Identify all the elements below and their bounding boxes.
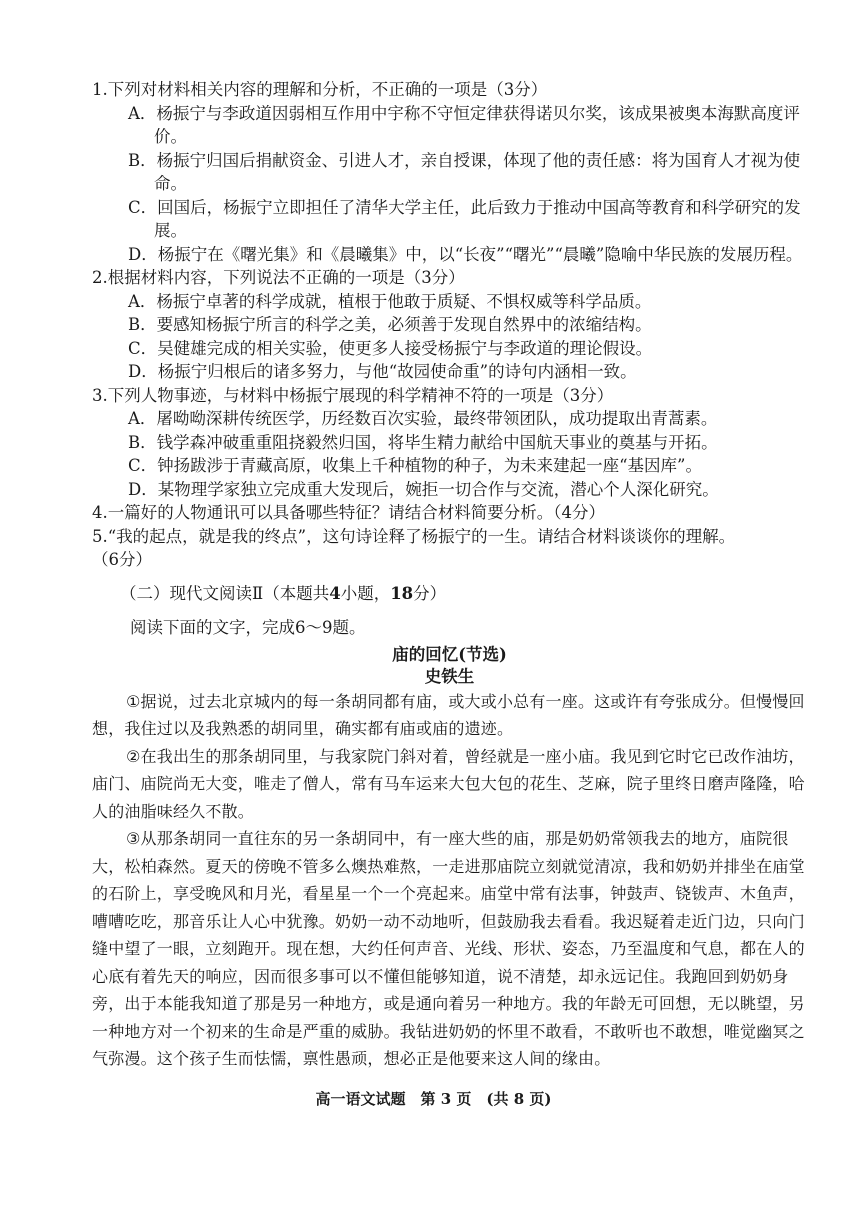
option-b: B．杨振宁归国后捐献资金、引进人才，亲自授课，体现了他的责任感：将为国育人才视为使命。 [128, 150, 801, 193]
option-a: A．杨振宁卓著的科学成就，植根于他敢于质疑、不惧权威等科学品质。 [128, 291, 652, 311]
question-5 [92, 525, 807, 572]
option-b: B．要感知杨振宁所言的科学之美，必须善于发现自然界中的浓缩结构。 [128, 315, 652, 334]
question-stem: 1.下列对材料相关内容的理解和分析，不正确的一项是（3分） [92, 80, 548, 99]
question-stem: 5.“我的起点，就是我的终点”，这句诗诠释了杨振宁的一生。请结合材料谈谈你的理解。 [92, 526, 736, 546]
question-4 [92, 501, 807, 525]
article-paragraph: ③从那条胡同一直往东的另一条胡同中，有一座大些的庙，那是奶奶常领我去的地方，庙院很大，松柏森然。夏天的傍晚不管多么燠热难熬，一走进那庙院立刻就觉清凉，我和奶奶并排坐在庙堂的石阶上，享受晚风和月光，看星星一个一个亮起来。庙堂中常有法事，钟鼓声、铙钹声、木鱼声，嘈嘈吃吃，那音乐让人心中犹豫。奶奶一动不动地听，但鼓励我去看看。我迟疑着走近门边，只向门缝中望了一眼，立刻跑开。现在想，大约任何声音、光线、形状、姿态，乃至温度和气息，都在人的心底有着先天的响应，因而很多事可以不懂但能够知道，说不清楚，却永远记住。我跑回到奶奶身旁，出于本能我知道了那是另一种地方，或是通向着另一种地方。我的年龄无可回想，无以眺望，另一种地方对一个初来的生命是严重的威胁。我钻进奶奶的怀里不敢看，不敢听也不敢想，唯觉幽冥之气弥漫。这个孩子生而怯懦，禀性愚顽，想必正是他要来这人间的缘由。 [92, 829, 805, 1068]
question-1 [92, 78, 807, 266]
question-stem: 3.下列人物事迹，与材料中杨振宁展现的科学精神不符的一项是（3分） [92, 385, 614, 405]
article-paragraph: ①据说，过去北京城内的每一条胡同都有庙，或大或小总有一座。这或许有夸张成分。但慢慢回想，我住过以及我熟悉的胡同里，确实都有庙或庙的遗迹。 [92, 691, 805, 738]
question-stem: 2.根据材料内容，下列说法不正确的一项是（3分） [92, 268, 465, 287]
section-mid: 小题， [340, 583, 391, 603]
article-author: 史铁生 [424, 666, 475, 686]
reading-instruction: 阅读下面的文字，完成6～9题。 [130, 617, 366, 637]
option-d: D．杨振宁归根后的诸多努力，与他“故园使命重”的诗句内涵相一致。 [128, 362, 637, 381]
article-title: 庙的回忆(节选) [392, 644, 507, 664]
question-2 [92, 266, 807, 384]
section-count: 4 [329, 583, 341, 603]
option-d: D．杨振宁在《曙光集》和《晨曦集》中，以“长夜”“曙光”“晨曦”隐喻中华民族的发展历程。 [128, 244, 803, 264]
question-3 [92, 384, 807, 502]
option-d: D．某物理学家独立完成重大发现后，婉拒一切合作与交流，潜心个人深化研究。 [128, 479, 719, 499]
section-heading [120, 582, 807, 606]
option-c: C．吴健雄完成的相关实验，使更多人接受杨振宁与李政道的理论假设。 [128, 338, 653, 358]
question-stem: 4.一篇好的人物通讯可以具备哪些特征？请结合材料简要分析。（4分） [92, 503, 605, 522]
option-a: A．杨振宁与李政道因弱相互作用中宇称不守恒定律获得诺贝尔奖，该成果被奥本海默高度评价。 [128, 103, 800, 146]
option-a: A．屠呦呦深耕传统医学，历经数百次实验，最终带领团队，成功提取出青蒿素。 [128, 409, 718, 428]
article-paragraph: ②在我出生的那条胡同里，与我家院门斜对着，曾经就是一座小庙。我见到它时它已改作油坊，庙门、庙院尚无大变，唯走了僧人，常有马车运来大包大包的花生、芝麻，院子里终日磨声隆隆，哈人的油脂味经久不散。 [92, 746, 805, 821]
option-c: C．钟扬跋涉于青藏高原，收集上千种植物的种子，为未来建起一座“基因库”。 [128, 456, 702, 475]
page-footer: 高一语文试题 第 3 页 (共 8 页) [315, 1090, 552, 1108]
option-b: B．钱学森冲破重重阻挠毅然归国，将毕生精力献给中国航天事业的奠基与开拓。 [128, 432, 718, 452]
section-prefix: （二）现代文阅读Ⅱ（本题共 [120, 583, 330, 603]
section-score: 18 [390, 583, 414, 603]
section-suffix: 分） [413, 583, 447, 603]
option-c: C．回国后，杨振宁立即担任了清华大学主任，此后致力于推动中国高等教育和科学研究的发展。 [128, 197, 801, 240]
question-score: （6分） [92, 550, 152, 569]
